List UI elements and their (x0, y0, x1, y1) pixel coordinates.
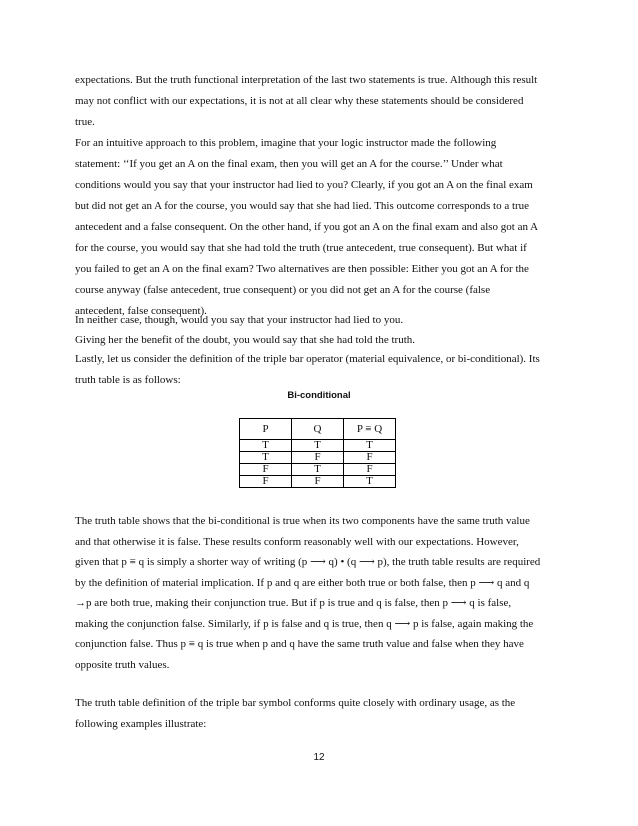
text-line: opposite truth values. (75, 658, 170, 671)
page-number: 12 (313, 752, 325, 763)
table-row (240, 452, 396, 464)
text-line: and that otherwise it is false. These results conform reasonably well with our expectations. However, (75, 535, 519, 548)
table-row (240, 476, 396, 488)
paragraph-neither-case (75, 310, 575, 331)
table-header-row (240, 419, 396, 440)
table-cell: F (344, 464, 396, 476)
table-cell: T (344, 476, 396, 488)
paragraph-intro (75, 70, 575, 133)
table-cell: T (292, 440, 344, 452)
text-line: true. (75, 116, 95, 128)
table-cell: T (344, 440, 396, 452)
text-line: For an intuitive approach to this problem, imagine that your logic instructor made the following (75, 137, 497, 149)
truth-table (239, 418, 396, 488)
text-line: antecedent, false consequent). (75, 305, 207, 317)
table-row (240, 440, 396, 452)
paragraph-intuitive-approach (75, 133, 575, 322)
paragraph-triple-bar (75, 349, 575, 391)
text-line: given that p ≡ q is simply a shorter way of writing (p ⟶ q) • (q ⟶ p), the truth table results are required (75, 556, 541, 568)
table-cell: F (240, 464, 292, 476)
text-line: course anyway (false antecedent, true consequent) or you did not get an A for the course (false (75, 284, 491, 296)
text-line: Lastly, let us consider the definition of the triple bar operator (material equivalence, or bi-conditional). Its (75, 353, 540, 365)
table-cell: F (344, 452, 396, 464)
text-line: may not conflict with our expectations, it is not at all clear why these statements should be considered (75, 95, 524, 107)
text-line: for the course, you would say that she had told the truth (true antecedent, true consequent). But what if (75, 242, 527, 254)
table-cell: F (292, 452, 344, 464)
text-line: expectations. But the truth functional interpretation of the last two statements is true. Although this result (75, 74, 538, 86)
table-cell: F (240, 476, 292, 488)
column-header: P (240, 419, 292, 440)
text-line: but did not get an A for the course, you would say that she had lied. This outcome corresponds to a true (75, 200, 530, 212)
text-line: The truth table shows that the bi-conditional is true when its two components have the same truth value (75, 515, 530, 527)
text-line: conditions would you say that your instructor had lied to you? Clearly, if you got an A on the final exam (75, 179, 533, 191)
table-cell: F (292, 476, 344, 488)
table-cell: T (240, 440, 292, 452)
text-line: following examples illustrate: (75, 718, 207, 730)
text-line: statement: ‘‘If you get an A on the final exam, then you will get an A for the course.’’ Under what (75, 158, 503, 170)
column-header: P ≡ Q (344, 419, 396, 440)
paragraph-ordinary-usage (75, 693, 575, 735)
text-line: truth table is as follows: (75, 374, 181, 386)
text-line: Giving her the benefit of the doubt, you would say that she had told the truth. (75, 334, 416, 346)
paragraph-benefit-of-doubt (75, 330, 575, 351)
text-line: you failed to get an A on the final exam? Two alternatives are then possible: Either you got an A for the (75, 263, 529, 275)
table-row (240, 464, 396, 476)
table-cell: T (240, 452, 292, 464)
paragraph-biconditional-explanation (75, 511, 575, 675)
column-header: Q (292, 419, 344, 440)
text-line: →p are both true, making their conjunction true. But if p is true and q is false, then p ⟶ q is false, (75, 597, 512, 609)
text-line: making the conjunction false. Similarly, if p is false and q is true, then q ⟶ p is false, again making the (75, 617, 534, 630)
text-line: by the definition of material implication. If p and q are either both true or both false, then p ⟶ q and q (75, 576, 530, 589)
text-line: In neither case, though, would you say that your instructor had lied to you. (75, 314, 404, 326)
text-line: conjunction false. Thus p ≡ q is true when p and q have the same truth value and false when they have (75, 638, 524, 650)
text-line: The truth table definition of the triple bar symbol conforms quite closely with ordinary usage, as the (75, 697, 516, 709)
table-cell: T (292, 464, 344, 476)
table-caption: Bi-conditional (287, 390, 351, 401)
text-line: antecedent and a false consequent. On the other hand, if you got an A on the final exam and also got an A (75, 221, 539, 233)
